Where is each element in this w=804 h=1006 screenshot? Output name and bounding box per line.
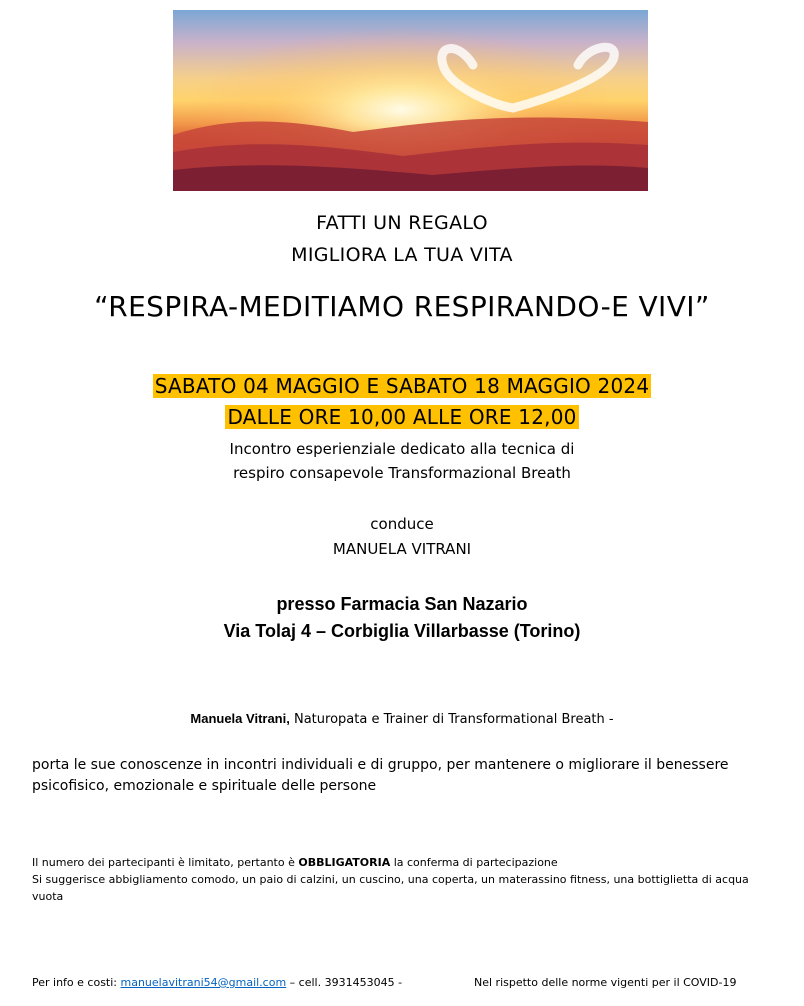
participants-note-pre: Il numero dei partecipanti è limitato, pertanto è <box>32 856 299 869</box>
clothing-note-line-2: vuota <box>32 890 64 903</box>
headline-line-1: FATTI UN REGALO <box>316 212 488 234</box>
participants-note <box>32 854 558 871</box>
schedule-dates: SABATO 04 MAGGIO E SABATO 18 MAGGIO 2024 <box>154 374 650 398</box>
headline-line-2: MIGLIORA LA TUA VITA <box>291 244 513 266</box>
footer-phone: – cell. 3931453045 - <box>286 976 403 989</box>
event-title: “RESPIRA-MEDITIAMO RESPIRANDO-E VIVI” <box>94 290 710 323</box>
footer-info-label: Per info e costi: <box>32 976 121 989</box>
covid-note: Nel rispetto delle norme vigenti per il COVID-19 <box>474 976 737 989</box>
clothing-note-line-1: Si suggerisce abbigliamento comodo, un paio di calzini, un cuscino, una coperta, un materassino fitness, una bottiglietta di acqua <box>32 873 749 886</box>
venue-line-1: presso Farmacia San Nazario <box>276 594 528 614</box>
schedule-hours-row <box>0 404 804 431</box>
email-link[interactable]: manuelavitrani54@gmail.com <box>120 976 287 989</box>
schedule-hours: DALLE ORE 10,00 ALLE ORE 12,00 <box>227 405 577 429</box>
description-line-1: Incontro esperienziale dedicato alla tecnica di <box>229 440 575 458</box>
bio-text-line-2: psicofisico, emozionale e spirituale delle persone <box>32 778 377 794</box>
description-line-2: respiro consapevole Transformazional Breath <box>233 464 571 482</box>
sunset-heart-cloud-image <box>173 10 648 191</box>
host-label: conduce <box>370 515 434 533</box>
participants-note-post: la conferma di partecipazione <box>390 856 558 869</box>
hero-sunset-image <box>173 10 648 191</box>
participants-note-bold: OBBLIGATORIA <box>298 856 391 869</box>
schedule-dates-row <box>0 373 804 400</box>
bio-role: Naturopata e Trainer di Transformational Breath - <box>289 712 614 727</box>
footer-contact <box>32 974 402 991</box>
bio-text-line-1: porta le sue conoscenze in incontri individuali e di gruppo, per mantenere o migliorare il benessere <box>32 757 729 773</box>
host-name: MANUELA VITRANI <box>332 540 472 558</box>
bio-name: Manuela Vitrani, <box>190 711 290 726</box>
bio-heading <box>0 711 804 727</box>
venue-address: Via Tolaj 4 – Corbiglia Villarbasse (Torino) <box>223 621 581 641</box>
